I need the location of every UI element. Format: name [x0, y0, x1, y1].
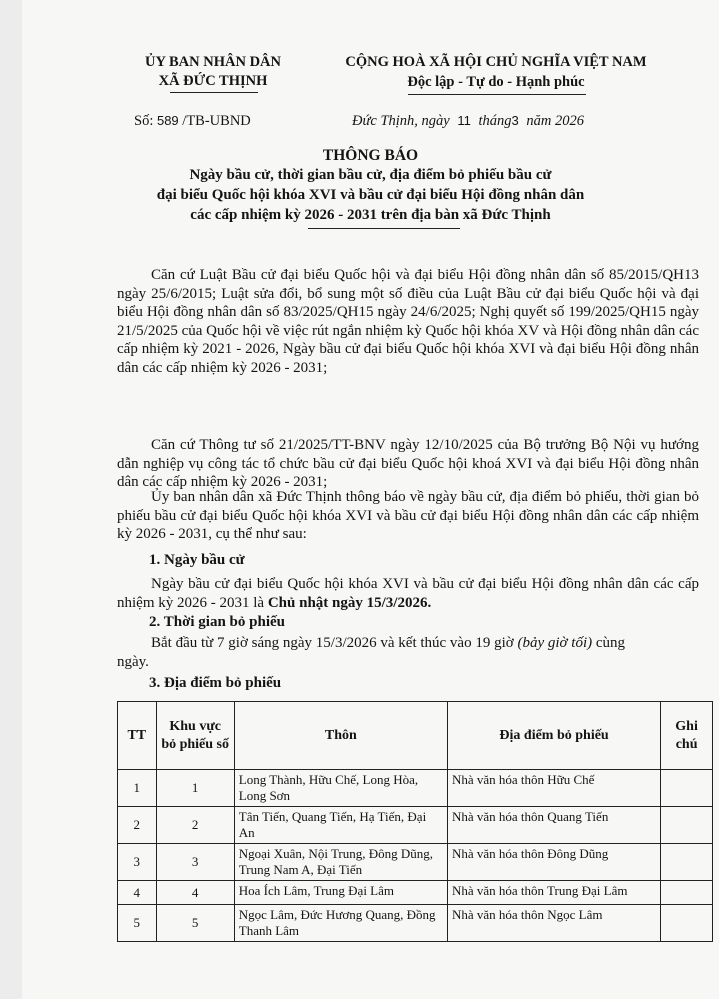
- subject-line-3: các cấp nhiệm kỳ 2026 - 2031 trên địa bàn xã Đức Thịnh: [190, 207, 551, 223]
- cell-tt: 3: [118, 844, 157, 881]
- cell-location: Nhà văn hóa thôn Hữu Chế: [447, 770, 660, 807]
- cell-area: 5: [156, 905, 234, 942]
- cell-note: [661, 770, 713, 807]
- cell-area: 4: [156, 881, 234, 905]
- date-year: năm 2026: [526, 113, 584, 129]
- section-1-text: [117, 575, 699, 612]
- table-row: [118, 807, 713, 844]
- section-2-tail: ngày.: [117, 654, 149, 670]
- cell-note: [661, 905, 713, 942]
- cell-note: [661, 881, 713, 905]
- date-day: 11: [457, 113, 471, 128]
- motto-underline: [408, 94, 586, 95]
- date-month: 3: [511, 113, 519, 128]
- section-1-body: Ngày bầu cử đại biểu Quốc hội khóa XVI và bầu cử đại biểu Hội đồng nhân dân các cấp nhiệm kỳ 2026 - 2031 là: [117, 576, 699, 611]
- cell-village: Hoa Ích Lâm, Trung Đại Lâm: [234, 881, 447, 905]
- cell-village: Ngọc Lâm, Đức Hương Quang, Đồng Thanh Lâm: [234, 905, 447, 942]
- cell-location: Nhà văn hóa thôn Ngọc Lâm: [447, 905, 660, 942]
- subject-line-1: Ngày bầu cử, thời gian bầu cử, địa điểm bỏ phiếu bầu cử: [189, 167, 552, 183]
- cell-tt: 1: [118, 770, 157, 807]
- header-tt: TT: [118, 702, 157, 770]
- cell-village: Tân Tiến, Quang Tiến, Hạ Tiến, Đại An: [234, 807, 447, 844]
- issuer-underline: [170, 92, 258, 93]
- section-2-body: Bắt đầu từ 7 giờ sáng ngày 15/3/2026 và kết thúc vào 19 giờ: [151, 635, 514, 651]
- cell-village: Long Thành, Hữu Chế, Long Hòa, Long Sơn: [234, 770, 447, 807]
- table-row: [118, 905, 713, 942]
- polling-stations-table: [117, 701, 713, 942]
- cell-tt: 4: [118, 881, 157, 905]
- number-suffix: /TB-UBND: [182, 113, 251, 129]
- document-page: [22, 0, 719, 999]
- national-motto: Độc lập - Tự do - Hạnh phúc: [407, 74, 585, 90]
- subject-line-2: đại biểu Quốc hội khóa XVI và bầu cử đại biểu Hội đồng nhân dân: [156, 187, 585, 203]
- date-place: Đức Thịnh, ngày: [352, 113, 450, 129]
- section-3-heading: 3. Địa điểm bỏ phiếu: [149, 675, 282, 691]
- document-date: [352, 113, 584, 130]
- number-label: Số:: [134, 113, 154, 129]
- table-row: [118, 844, 713, 881]
- number-value: 589: [156, 113, 179, 128]
- document-number: [134, 113, 251, 130]
- title-underline: [308, 228, 460, 229]
- header-area: Khu vực bỏ phiếu số: [156, 702, 234, 770]
- cell-village: Ngoại Xuân, Nội Trung, Đông Dũng, Trung Nam A, Đại Tiến: [234, 844, 447, 881]
- cell-area: 3: [156, 844, 234, 881]
- issuer-commune: XÃ ĐỨC THỊNH: [158, 73, 268, 89]
- section-2-end: cùng: [595, 635, 626, 651]
- header-village: Thôn: [234, 702, 447, 770]
- date-month-label: tháng: [478, 113, 512, 129]
- table-row: [118, 881, 713, 905]
- cell-tt: 2: [118, 807, 157, 844]
- section-2-heading: 2. Thời gian bỏ phiếu: [149, 614, 286, 630]
- paragraph-legal-basis-2: Căn cứ Thông tư số 21/2025/TT-BNV ngày 12/10/2025 của Bộ trưởng Bộ Nội vụ hướng dẫn nghiệp vụ công tác tổ chức bầu cử đại biểu Quốc hội khoá XVI và đại biểu Hội đồng nhân dân các cấp nhiệm kỳ 2026 - 2031;: [117, 437, 699, 491]
- section-1-heading: 1. Ngày bầu cử: [149, 552, 245, 568]
- table-header-row: [118, 702, 713, 770]
- section-2-italic: (bảy giờ tối): [517, 635, 593, 651]
- header-location: Địa điểm bỏ phiếu: [447, 702, 660, 770]
- table-row: [118, 770, 713, 807]
- paragraph-legal-basis-1: Căn cứ Luật Bầu cử đại biểu Quốc hội và đại biểu Hội đồng nhân dân số 85/2015/QH13 ngày 25/6/2015; Luật sửa đổi, bổ sung một số điều của Luật Bầu cử đại biểu Quốc hội và đại biểu Hội đồng nhân dân số 83/2025/QH15 ngày 24/6/2025; Nghị quyết số 199/2025/QH15 ngày 21/5/2025 của Quốc hội về việc rút ngắn nhiệm kỳ Quốc hội khóa XV và Hội đồng nhân dân các cấp nhiệm kỳ 2021 - 2026, Ngày bầu cử đại biểu Quốc hội khóa XVI và đại biểu Hội đồng nhân dân các cấp nhiệm kỳ 2026 - 2031;: [117, 267, 699, 376]
- cell-note: [661, 844, 713, 881]
- cell-area: 1: [156, 770, 234, 807]
- document-title: THÔNG BÁO: [322, 147, 419, 164]
- section-2-text: [117, 634, 699, 653]
- election-date: Chủ nhật ngày 15/3/2026.: [267, 594, 432, 611]
- cell-location: Nhà văn hóa thôn Quang Tiến: [447, 807, 660, 844]
- header-note: Ghi chú: [661, 702, 713, 770]
- cell-location: Nhà văn hóa thôn Đông Dũng: [447, 844, 660, 881]
- cell-note: [661, 807, 713, 844]
- paragraph-announcement: Ủy ban nhân dân xã Đức Thịnh thông báo về ngày bầu cử, địa điểm bỏ phiếu, thời gian bỏ phiếu bầu cử đại biểu Quốc hội khóa XVI và bầu cử đại biểu Hội đồng nhân dân các cấp nhiệm kỳ 2026 - 2031, cụ thể như sau:: [117, 489, 699, 543]
- national-title: CỘNG HOÀ XÃ HỘI CHỦ NGHĨA VIỆT NAM: [345, 54, 647, 70]
- cell-area: 2: [156, 807, 234, 844]
- cell-location: Nhà văn hóa thôn Trung Đại Lâm: [447, 881, 660, 905]
- cell-tt: 5: [118, 905, 157, 942]
- issuer-name: ỦY BAN NHÂN DÂN: [144, 54, 281, 70]
